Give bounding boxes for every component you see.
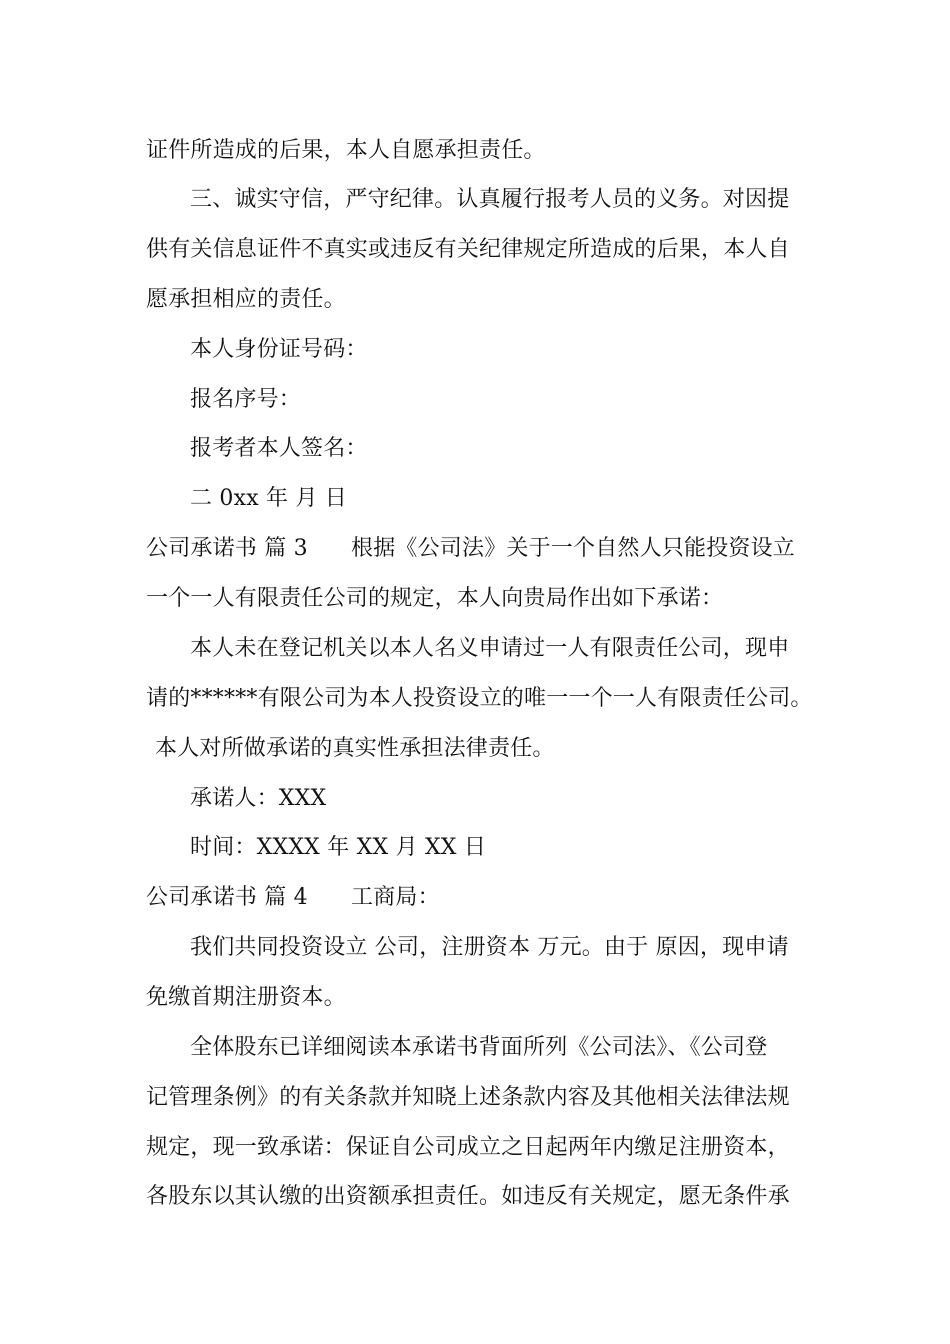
paragraph-line: 愿承担相应的责任。 [146,287,346,312]
paragraph-line: 各股东以其认缴的出资额承担责任。如违反有关规定，愿无条件承 [146,1184,790,1209]
section-lead-text: 工商局： [351,885,440,910]
id-number-label: 本人身份证号码： [190,337,368,362]
section-heading: 公司承诺书 篇 4 [146,885,308,910]
section-heading-row [146,534,795,564]
paragraph-line: 一个一人有限责任公司的规定，本人向贵局作出如下承诺： [146,586,724,611]
paragraph-line: 证件所造成的后果，本人自愿承担责任。 [146,138,546,163]
paragraph-line: 全体股东已详细阅读本承诺书背面所列《公司法》、《公司登 [190,1035,768,1060]
promisor-line: 承诺人：XXX [190,786,327,811]
section-lead-text: 根据《公司法》关于一个自然人只能投资设立 [351,536,796,561]
paragraph-line: 记管理条例》的有关条款并知晓上述条款内容及其他相关法律法规 [146,1085,790,1110]
paragraph-line: 本人对所做承诺的真实性承担法律责任。 [155,736,555,761]
paragraph-line: 我们共同投资设立 公司，注册资本 万元。由于 原因，现申请 [190,935,789,960]
section-heading: 公司承诺书 篇 3 [146,536,308,561]
paragraph-line: 免缴首期注册资本。 [146,985,346,1010]
section-heading-row [146,883,440,913]
registration-number-label: 报名序号： [190,387,302,412]
paragraph-line: 请的******有限公司为本人投资设立的唯一一个一人有限责任公司。 [146,686,813,711]
paragraph-line: 规定，现一致承诺：保证自公司成立之日起两年内缴足注册资本， [146,1135,790,1160]
paragraph-line: 供有关信息证件不真实或违反有关纪律规定所造成的后果，本人自 [146,237,790,262]
paragraph-line: 本人未在登记机关以本人名义申请过一人有限责任公司，现申 [190,636,790,661]
paragraph-line: 三、诚实守信，严守纪律。认真履行报考人员的义务。对因提 [190,187,790,212]
date-line: 二 0xx 年 月 日 [190,486,347,511]
time-line: 时间：XXXX 年 XX 月 XX 日 [190,835,487,860]
signature-label: 报考者本人签名： [190,436,368,461]
